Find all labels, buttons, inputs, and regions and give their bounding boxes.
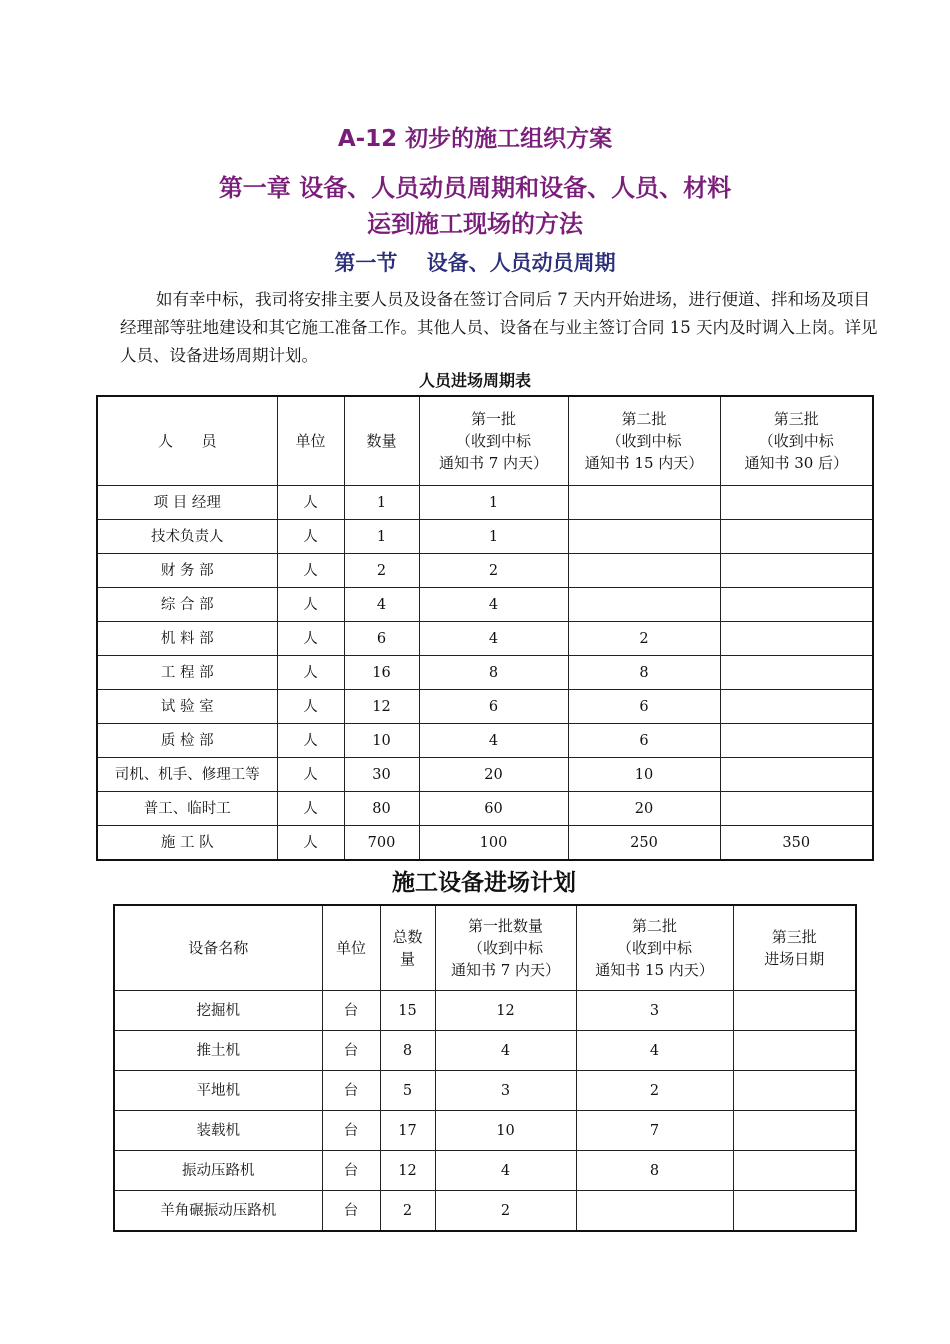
equipment-cell: 8 bbox=[380, 1031, 435, 1071]
personnel-row bbox=[97, 690, 873, 724]
equipment-cell: 台 bbox=[322, 1151, 380, 1191]
personnel-row bbox=[97, 622, 873, 656]
personnel-cell: 2 bbox=[568, 622, 720, 656]
personnel-cell: 工 程 部 bbox=[97, 656, 277, 690]
personnel-cell: 6 bbox=[568, 724, 720, 758]
equipment-cell bbox=[733, 1191, 856, 1232]
personnel-cell: 财 务 部 bbox=[97, 554, 277, 588]
equipment-cell bbox=[733, 1111, 856, 1151]
personnel-cell: 10 bbox=[568, 758, 720, 792]
personnel-header-cell: 第三批 （收到中标 通知书 30 后） bbox=[720, 396, 873, 486]
equipment-cell bbox=[733, 1071, 856, 1111]
personnel-table-title: 人员进场周期表 bbox=[418, 371, 531, 390]
equipment-header-cell: 设备名称 bbox=[114, 905, 322, 991]
equipment-cell: 12 bbox=[435, 991, 576, 1031]
personnel-cell bbox=[720, 792, 873, 826]
equipment-row bbox=[114, 1111, 856, 1151]
personnel-cell: 综 合 部 bbox=[97, 588, 277, 622]
equipment-cell: 7 bbox=[576, 1111, 733, 1151]
personnel-cell bbox=[720, 520, 873, 554]
personnel-cell: 施 工 队 bbox=[97, 826, 277, 861]
personnel-header-cell: 单位 bbox=[277, 396, 344, 486]
personnel-cell: 16 bbox=[344, 656, 419, 690]
equipment-header-cell: 第三批 进场日期 bbox=[733, 905, 856, 991]
equipment-row bbox=[114, 1031, 856, 1071]
personnel-row bbox=[97, 724, 873, 758]
personnel-cell: 10 bbox=[344, 724, 419, 758]
personnel-cell bbox=[720, 724, 873, 758]
equipment-plan-table bbox=[113, 904, 857, 1232]
personnel-cell: 12 bbox=[344, 690, 419, 724]
personnel-cell: 机 料 部 bbox=[97, 622, 277, 656]
equipment-header-cell: 第二批 （收到中标 通知书 15 内天） bbox=[576, 905, 733, 991]
equipment-cell: 挖掘机 bbox=[114, 991, 322, 1031]
personnel-cell: 人 bbox=[277, 792, 344, 826]
personnel-row bbox=[97, 588, 873, 622]
personnel-cell: 20 bbox=[568, 792, 720, 826]
equipment-cell: 台 bbox=[322, 1031, 380, 1071]
personnel-cell: 700 bbox=[344, 826, 419, 861]
equipment-cell: 2 bbox=[435, 1191, 576, 1232]
personnel-row bbox=[97, 826, 873, 861]
personnel-cell: 4 bbox=[344, 588, 419, 622]
personnel-cell bbox=[720, 758, 873, 792]
equipment-cell: 装载机 bbox=[114, 1111, 322, 1151]
personnel-header-row bbox=[97, 396, 873, 486]
personnel-cell: 人 bbox=[277, 690, 344, 724]
personnel-cell bbox=[720, 622, 873, 656]
personnel-cell: 8 bbox=[568, 656, 720, 690]
personnel-cell: 技术负责人 bbox=[97, 520, 277, 554]
personnel-cell bbox=[720, 656, 873, 690]
personnel-cell: 6 bbox=[419, 690, 568, 724]
personnel-cell: 普工、临时工 bbox=[97, 792, 277, 826]
equipment-cell: 10 bbox=[435, 1111, 576, 1151]
personnel-cell: 20 bbox=[419, 758, 568, 792]
personnel-cell bbox=[568, 588, 720, 622]
personnel-cell: 试 验 室 bbox=[97, 690, 277, 724]
personnel-row bbox=[97, 792, 873, 826]
equipment-cell: 3 bbox=[435, 1071, 576, 1111]
section-title: 第一节 设备、人员动员周期 bbox=[334, 251, 616, 275]
intro-paragraph: 如有幸中标，我司将安排主要人员及设备在签订合同后 7 天内开始进场，进行便道、拌和场及项目经理部等驻地建设和其它施工准备工作。其他人员、设备在与业主签订合同 15 天内及时调入上岗。详见人员、设备进场周期计划。 bbox=[120, 290, 878, 365]
equipment-cell: 羊角碾振动压路机 bbox=[114, 1191, 322, 1232]
equipment-cell: 推土机 bbox=[114, 1031, 322, 1071]
personnel-cell bbox=[720, 554, 873, 588]
personnel-cell: 人 bbox=[277, 826, 344, 861]
personnel-cell: 2 bbox=[419, 554, 568, 588]
personnel-cell: 60 bbox=[419, 792, 568, 826]
equipment-cell: 振动压路机 bbox=[114, 1151, 322, 1191]
equipment-table-title: 施工设备进场计划 bbox=[392, 869, 576, 896]
personnel-cell: 人 bbox=[277, 520, 344, 554]
personnel-cell: 1 bbox=[344, 520, 419, 554]
equipment-cell: 台 bbox=[322, 1111, 380, 1151]
personnel-cell: 人 bbox=[277, 758, 344, 792]
personnel-cell: 2 bbox=[344, 554, 419, 588]
personnel-cell bbox=[568, 554, 720, 588]
personnel-header-cell: 数量 bbox=[344, 396, 419, 486]
personnel-cell: 质 检 部 bbox=[97, 724, 277, 758]
equipment-header-cell: 第一批数量 （收到中标 通知书 7 内天） bbox=[435, 905, 576, 991]
personnel-cell: 30 bbox=[344, 758, 419, 792]
equipment-cell: 台 bbox=[322, 1191, 380, 1232]
equipment-cell bbox=[733, 1031, 856, 1071]
personnel-cell: 6 bbox=[568, 690, 720, 724]
personnel-cell: 350 bbox=[720, 826, 873, 861]
personnel-cell: 4 bbox=[419, 622, 568, 656]
equipment-cell: 台 bbox=[322, 991, 380, 1031]
equipment-cell: 5 bbox=[380, 1071, 435, 1111]
personnel-row bbox=[97, 486, 873, 520]
equipment-cell: 4 bbox=[435, 1031, 576, 1071]
equipment-row bbox=[114, 1071, 856, 1111]
equipment-row bbox=[114, 1151, 856, 1191]
personnel-cell: 6 bbox=[344, 622, 419, 656]
personnel-cell bbox=[568, 486, 720, 520]
equipment-cell bbox=[576, 1191, 733, 1232]
personnel-cell: 人 bbox=[277, 486, 344, 520]
personnel-cell: 1 bbox=[419, 486, 568, 520]
personnel-row bbox=[97, 554, 873, 588]
personnel-cell bbox=[720, 486, 873, 520]
equipment-cell: 4 bbox=[435, 1151, 576, 1191]
equipment-row bbox=[114, 991, 856, 1031]
personnel-header-cell: 第一批 （收到中标 通知书 7 内天） bbox=[419, 396, 568, 486]
equipment-cell: 17 bbox=[380, 1111, 435, 1151]
equipment-cell: 2 bbox=[380, 1191, 435, 1232]
personnel-cell bbox=[720, 690, 873, 724]
equipment-cell: 12 bbox=[380, 1151, 435, 1191]
personnel-cell: 1 bbox=[344, 486, 419, 520]
personnel-cell: 项 目 经理 bbox=[97, 486, 277, 520]
personnel-header-cell: 人 员 bbox=[97, 396, 277, 486]
equipment-cell: 3 bbox=[576, 991, 733, 1031]
personnel-cell: 人 bbox=[277, 622, 344, 656]
personnel-cell: 人 bbox=[277, 724, 344, 758]
equipment-header-row bbox=[114, 905, 856, 991]
equipment-cell: 8 bbox=[576, 1151, 733, 1191]
equipment-row bbox=[114, 1191, 856, 1232]
personnel-cell: 100 bbox=[419, 826, 568, 861]
personnel-cell: 人 bbox=[277, 554, 344, 588]
personnel-cell bbox=[568, 520, 720, 554]
equipment-cell: 台 bbox=[322, 1071, 380, 1111]
personnel-cell: 人 bbox=[277, 656, 344, 690]
equipment-cell bbox=[733, 1151, 856, 1191]
personnel-cell bbox=[720, 588, 873, 622]
chapter-title-line-2: 运到施工现场的方法 bbox=[367, 210, 583, 238]
personnel-row bbox=[97, 656, 873, 690]
equipment-cell: 4 bbox=[576, 1031, 733, 1071]
personnel-cell: 4 bbox=[419, 588, 568, 622]
equipment-cell: 平地机 bbox=[114, 1071, 322, 1111]
personnel-cell: 司机、机手、修理工等 bbox=[97, 758, 277, 792]
personnel-cell: 80 bbox=[344, 792, 419, 826]
equipment-header-cell: 单位 bbox=[322, 905, 380, 991]
personnel-cell: 250 bbox=[568, 826, 720, 861]
personnel-schedule-table bbox=[96, 395, 874, 861]
document-title: A-12 初步的施工组织方案 bbox=[337, 126, 613, 152]
personnel-row bbox=[97, 520, 873, 554]
equipment-cell bbox=[733, 991, 856, 1031]
personnel-cell: 4 bbox=[419, 724, 568, 758]
personnel-cell: 8 bbox=[419, 656, 568, 690]
personnel-cell: 1 bbox=[419, 520, 568, 554]
chapter-title-line-1: 第一章 设备、人员动员周期和设备、人员、材料 bbox=[218, 174, 732, 202]
personnel-cell: 人 bbox=[277, 588, 344, 622]
personnel-row bbox=[97, 758, 873, 792]
equipment-cell: 15 bbox=[380, 991, 435, 1031]
equipment-header-cell: 总数 量 bbox=[380, 905, 435, 991]
personnel-header-cell: 第二批 （收到中标 通知书 15 内天） bbox=[568, 396, 720, 486]
equipment-cell: 2 bbox=[576, 1071, 733, 1111]
